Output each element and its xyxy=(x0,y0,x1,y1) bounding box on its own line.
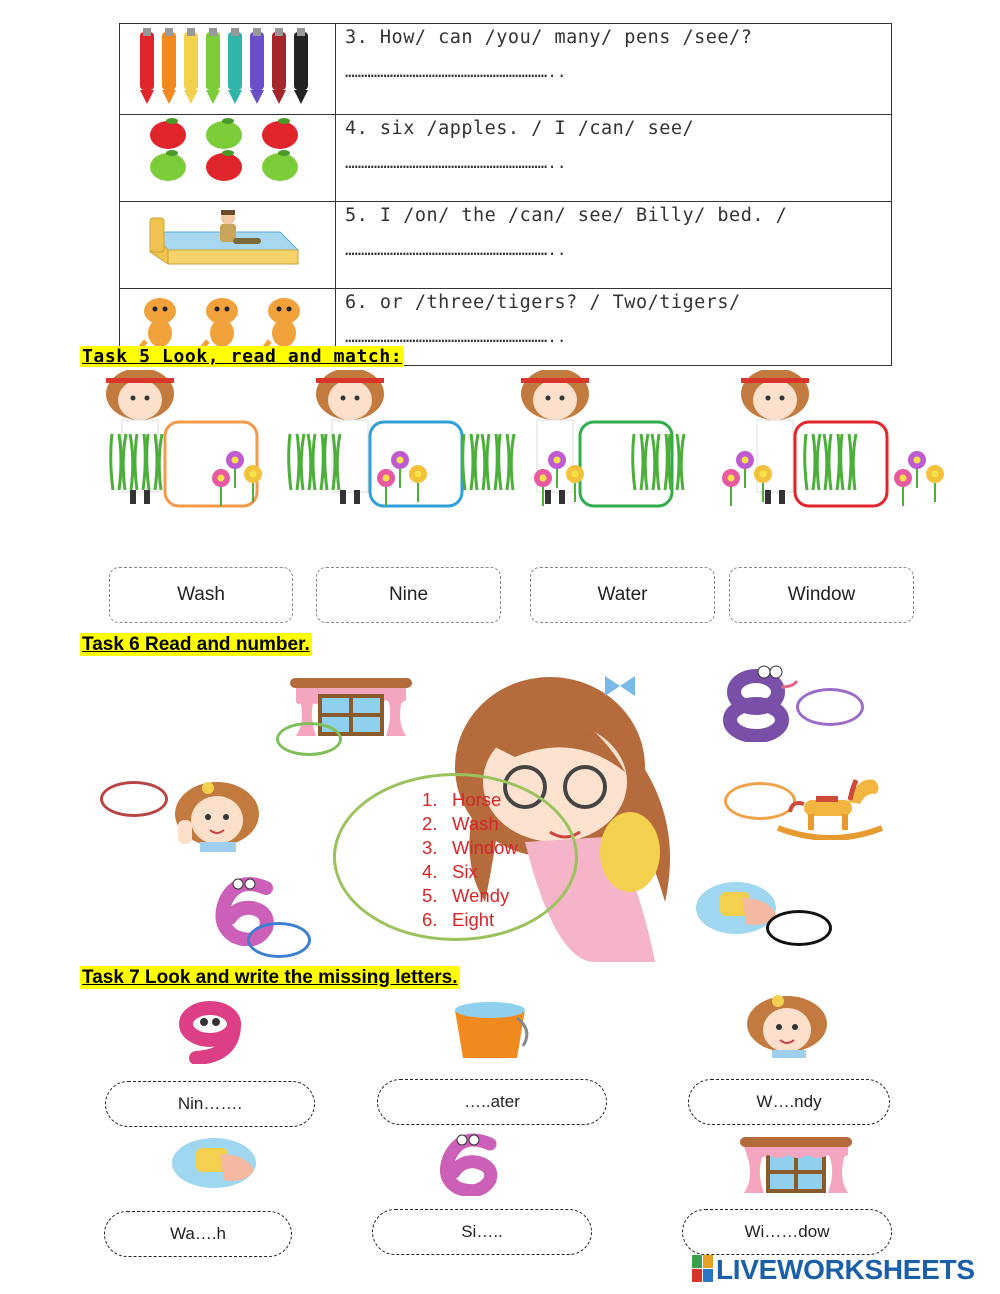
task7-title: Task 7 Look and write the missing letters. xyxy=(82,967,458,988)
list-item: 6. Eight xyxy=(422,909,495,930)
missing-letters-wendy[interactable]: W….ndy xyxy=(688,1079,890,1125)
apples-icon xyxy=(120,115,335,197)
rocking-horse-icon xyxy=(776,770,886,840)
answer-circle-eight[interactable] xyxy=(796,688,864,726)
table-row xyxy=(120,115,892,202)
table-row xyxy=(120,24,892,115)
washing-hand-icon xyxy=(170,1136,262,1190)
answer-line[interactable]: ……………………………………………………….. xyxy=(345,327,567,346)
list-item: 5. Wendy xyxy=(422,885,510,906)
answer-circle-wendy[interactable] xyxy=(100,781,168,817)
list-item: 3. Window xyxy=(422,837,518,858)
missing-letters-nine[interactable]: Nin……. xyxy=(105,1081,315,1127)
answer-line[interactable]: ……………………………………………………….. xyxy=(345,240,567,259)
boy-on-bed-icon xyxy=(120,202,335,284)
window-icon xyxy=(740,1135,852,1193)
missing-letters-six[interactable]: Si….. xyxy=(372,1209,592,1255)
wendy-girl-icon xyxy=(170,780,265,852)
list-item: 1. Horse xyxy=(422,789,502,810)
answer-line[interactable]: ……………………………………………………….. xyxy=(345,153,567,172)
missing-letters-water[interactable]: …..ater xyxy=(377,1079,607,1125)
liveworksheets-logo: LIVEWORKSHEETS xyxy=(692,1254,975,1286)
answer-circle-window[interactable] xyxy=(276,722,342,756)
missing-letters-window[interactable]: Wi……dow xyxy=(682,1209,892,1255)
colored-pens-icon xyxy=(120,24,335,110)
list-item: 4. Six xyxy=(422,861,478,882)
task5-scenes xyxy=(95,370,955,520)
list-item: 2. Wash xyxy=(422,813,499,834)
answer-circle-wash[interactable] xyxy=(766,910,832,946)
numbered-word-list xyxy=(333,773,578,941)
question-text: 4. six /apples. / I /can/ see/ xyxy=(345,118,695,139)
apples-picture xyxy=(120,115,336,202)
sentence-table xyxy=(119,23,892,366)
wendy-girl-icon xyxy=(742,994,832,1058)
missing-letters-wash[interactable]: Wa….h xyxy=(104,1211,292,1257)
word-box-water[interactable]: Water xyxy=(530,567,715,623)
number-nine-icon xyxy=(172,1000,260,1064)
question-text: 3. How/ can /you/ many/ pens /see/? xyxy=(345,27,753,48)
water-bucket-icon xyxy=(451,1000,533,1060)
table-row xyxy=(120,202,892,289)
word-box-wash[interactable]: Wash xyxy=(109,567,293,623)
question-text: 5. I /on/ the /can/ see/ Billy/ bed. / xyxy=(345,205,788,226)
task5-title: Task 5 Look, read and match: xyxy=(82,346,403,367)
answer-line[interactable]: ……………………………………………………….. xyxy=(345,62,567,81)
bed-picture xyxy=(120,202,336,289)
question-text: 6. or /three/tigers? / Two/tigers/ xyxy=(345,292,741,313)
liveworksheets-logo-icon xyxy=(692,1255,714,1283)
task6-title: Task 6 Read and number. xyxy=(82,634,310,655)
word-box-window[interactable]: Window xyxy=(729,567,914,623)
word-box-nine[interactable]: Nine xyxy=(316,567,501,623)
answer-circle-six[interactable] xyxy=(247,922,311,958)
pens-picture xyxy=(120,24,336,115)
number-six-icon xyxy=(432,1130,512,1196)
number-eight-icon xyxy=(716,662,806,742)
